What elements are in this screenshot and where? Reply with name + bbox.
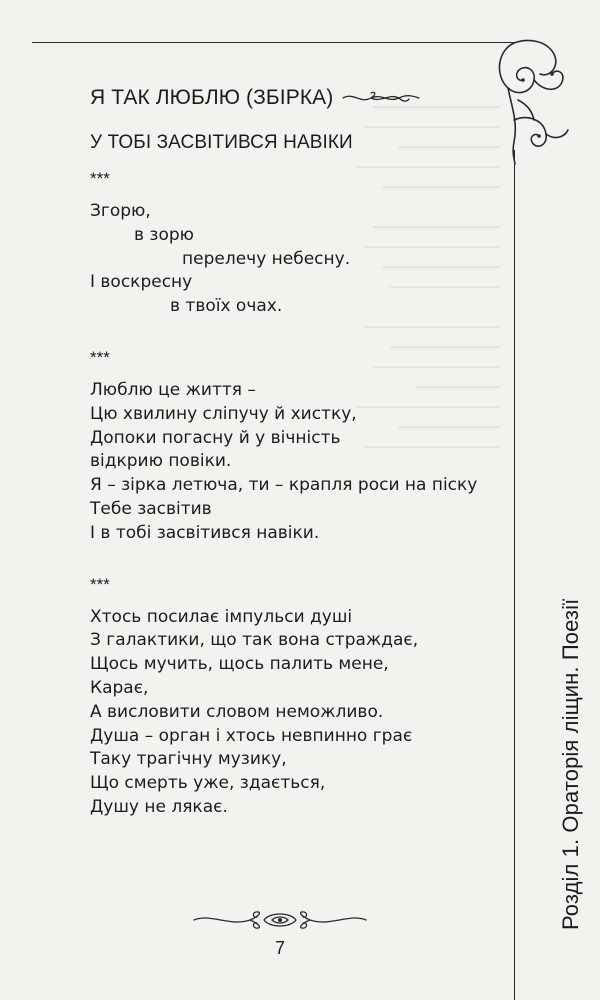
poem-line: в зорю bbox=[134, 224, 194, 245]
side-border-rule bbox=[514, 150, 515, 1000]
poem-line: Я – зірка летюча, ти – крапля роси на піску bbox=[90, 475, 478, 496]
poem-line: Хтось посилає імпульси душі bbox=[90, 606, 353, 627]
page-number: 7 bbox=[274, 938, 285, 958]
poem-line: Люблю це життя – bbox=[90, 379, 256, 400]
poem-line: І воскресну bbox=[90, 272, 193, 293]
poem-line: Таку трагічну музику, bbox=[90, 749, 287, 770]
heading-flourish-icon bbox=[341, 90, 421, 106]
stanza-separator: *** bbox=[90, 169, 110, 188]
poem-line: А висловити словом неможливо. bbox=[90, 701, 384, 722]
poem-body bbox=[90, 166, 500, 820]
poem-line: Тебе засвітив bbox=[90, 498, 212, 519]
poem-line: З галактики, що так вона страждає, bbox=[90, 630, 419, 651]
poem-line: Що смерть уже, здається, bbox=[90, 773, 326, 794]
bottom-ornament-icon bbox=[190, 907, 370, 933]
top-border-rule bbox=[32, 42, 514, 43]
poem-line: Цю хвилину сліпучу й хистку, bbox=[90, 403, 357, 424]
stanza-separator: *** bbox=[90, 347, 110, 367]
poem-line: Душа – орган і хтось невпинно грає bbox=[90, 725, 413, 746]
stanza-separator: *** bbox=[90, 574, 110, 594]
collection-heading bbox=[90, 86, 500, 110]
page-content bbox=[90, 86, 500, 820]
poem-line: перелечу небесну. bbox=[182, 248, 351, 269]
poem-line: в твоїх очах. bbox=[170, 296, 283, 317]
section-title-text: Розділ 1. Ораторія ліщин. Поезії bbox=[558, 598, 583, 930]
poem-line: Щось мучить, щось палить мене, bbox=[90, 654, 389, 675]
poem-line: відкрию повіки. bbox=[90, 451, 232, 472]
bleed-through-texture: ━━━━━━━━━━━━━━━ ━━━━━━━━━━━━━━━━ ━━━━━━━━━━━━ ━━━━━━━━━━━━━━━━━ ━━━━━━━━━━━━━━ ━━━━━━━━━━━━━━━ ━━━━━━━━━━━━━━━━ ━━━━━━━━━━━━━━ ━━━━━━━━━━━━━ ━━━━━━━━━━━━━━━━ ━━━━━━━━━━━━━ ━━━━━━━━━━━━━━━ ━━━━━━━━━━ ━━━━━━━━━━━━━━━━━ ━━━━━━━━━━━━ ━━━━━━━━━━━━━━━━ bbox=[356, 100, 500, 456]
poem-line: І в тобі засвітився навіки. bbox=[90, 522, 320, 543]
poem-title: У ТОБІ ЗАСВІТИВСЯ НАВІКИ bbox=[90, 132, 353, 153]
section-title-vertical bbox=[558, 599, 584, 930]
poem-line: Душу не лякає. bbox=[90, 796, 228, 817]
corner-flourish-icon bbox=[488, 30, 578, 170]
poem-line: Згорю, bbox=[90, 201, 151, 221]
collection-title: Я ТАК ЛЮБЛЮ (ЗБІРКА) bbox=[90, 86, 334, 109]
poem-line: Карає, bbox=[90, 677, 149, 698]
poem-line: Допоки погасну й у вічність bbox=[90, 427, 341, 448]
